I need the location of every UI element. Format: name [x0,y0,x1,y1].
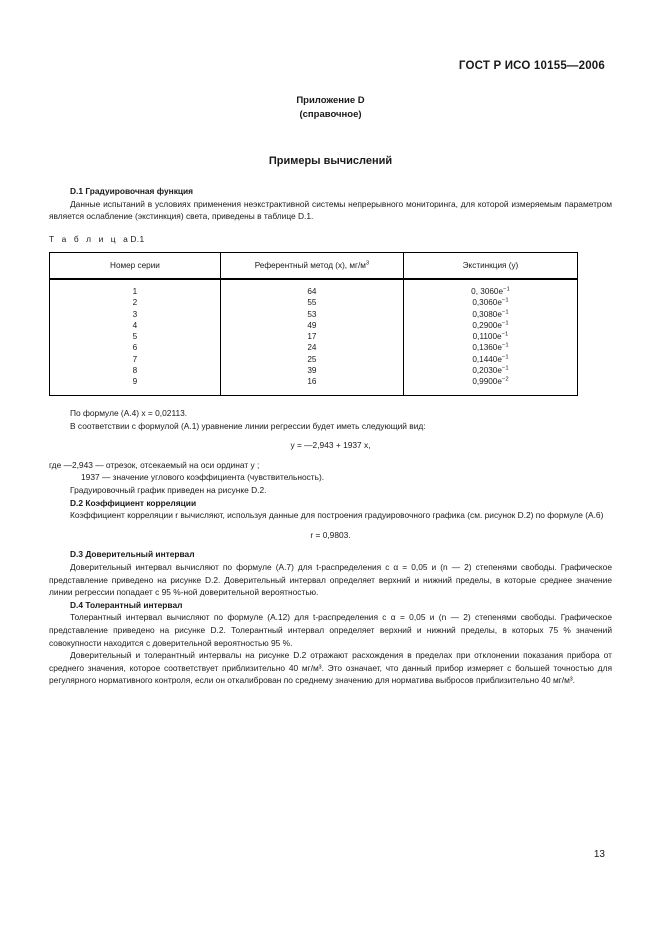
cell-extinction [403,297,577,308]
section-title: Примеры вычислений [268,155,393,167]
where-label: где [49,459,62,470]
cell-series: 3 [50,309,221,320]
heading-d1: D.1 Градуировочная функция [70,186,194,196]
document-body-lower [49,407,612,687]
table-row [50,365,578,376]
cell-extinction-mantissa: 0,3060e [472,298,502,308]
table-header-reference-method [220,253,403,280]
paragraph-d2: Коэффициент корреляции r вычисляют, используя данные для построения градуировочного графика (см. рисунок D.2) по формуле (A.6) [70,510,604,521]
cell-extinction [403,279,577,297]
table-body [50,279,578,395]
table-row [50,320,578,331]
cell-extinction-exponent: −1 [503,286,510,293]
cell-extinction [403,365,577,376]
cell-extinction-mantissa: 0,1360e [472,343,502,353]
paragraph-d3: Доверительный интервал вычисляют по формуле (A.7) для t-распределения с α = 0,05 и (n — 2) степенями свободы. Графическое представление приведено на рисунке D.2. Доверительный интервал определяет верхний и нижний пределы, в которые среднее значение линии регрессии попадает с 95 %-ной доверительной вероятностью. [49,561,612,598]
cell-extinction-mantissa: 0,2900e [472,320,502,330]
table-row [50,309,578,320]
cell-reference-method: 39 [220,365,403,376]
cell-extinction [403,354,577,365]
cell-series: 7 [50,354,221,365]
annex-subtitle: (справочное) [299,109,362,120]
heading-d3: D.3 Доверительный интервал [70,549,195,560]
cell-reference-method: 53 [220,309,403,320]
cell-reference-method: 64 [220,279,403,297]
cell-extinction [403,309,577,320]
cell-reference-method: 55 [220,297,403,308]
cell-extinction [403,342,577,353]
calibration-graph-note: Градуировочный график приведен на рисунке D.2. [70,484,267,495]
cell-extinction-exponent: −1 [501,342,509,349]
document-header-standard-ref: ГОСТ Р ИСО 10155—2006 [458,60,605,72]
cell-reference-method: 25 [220,354,403,365]
where-item-2: 1937 — значение углового коэффициента (чувствительность). [81,472,325,483]
regression-formula: y = —2,943 + 1937 x, [290,440,371,451]
cell-extinction-exponent: −2 [501,376,509,383]
table-row [50,279,578,297]
data-table-d1 [49,252,578,396]
cell-extinction-mantissa: 0,3080e [472,309,502,319]
paragraph-d1: Данные испытаний в условиях применения неэкстрактивной системы непрерывного мониторинга, для которой измеряемым параметром является ослабление (экстинкция) света, приведены в таблице D.1. [49,198,612,222]
correlation-coefficient-formula: r = 0,9803. [310,529,351,540]
cell-extinction [403,376,577,395]
cell-series: 1 [50,279,221,297]
regression-intro-line: В соответствии с формулой (A.1) уравнение линии регрессии будет иметь следующий вид: [70,420,426,431]
cell-series: 5 [50,331,221,342]
cell-extinction-mantissa: 0,2030e [472,366,502,376]
table-row [50,297,578,308]
annex-title-block [0,94,661,122]
cell-series: 2 [50,297,221,308]
heading-d4: D.4 Толерантный интервал [70,599,183,610]
table-header-reference-method-superscript: 3 [365,260,370,267]
cell-extinction-exponent: −1 [501,297,509,304]
heading-d2: D.2 Коэффициент корреляции [70,497,197,508]
table-header-reference-method-text: Референтный метод (x), мг/м [254,261,366,270]
cell-extinction-exponent: −1 [501,320,509,327]
cell-reference-method: 24 [220,342,403,353]
cell-extinction-mantissa: 0,9900e [472,377,502,387]
table-header-row [50,253,578,280]
table-header-extinction: Экстинкция (y) [403,253,577,280]
cell-extinction-mantissa: 0,1440e [472,354,502,364]
where-block-line-1 [49,459,612,472]
cell-extinction-exponent: −1 [501,331,509,338]
table-row [50,331,578,342]
cell-extinction [403,331,577,342]
cell-series: 9 [50,376,221,395]
table-header-series: Номер серии [50,253,221,280]
paragraph-d4-2: Доверительный и толерантный интервалы на рисунке D.2 отражают расхождения в пределах при отклонении показания прибора от среднего значения, которое соответствует приблизительно 40 мг/м³. Это означает, что данный прибор измеряет с большей точностью для регулярного нормативного контроля, если он откалиброван по среднему значению для норматива выбросов приблизительно 40 мг/м³. [49,650,612,686]
cell-reference-method: 17 [220,331,403,342]
cell-extinction-exponent: −1 [501,308,509,315]
paragraph-d4-1: Толерантный интервал вычисляют по формуле (A.12) для t-распределения с α = 0,05 и (n — 2) степенями свободы. Графическое представление приведено на рисунке D.2. Толерантный интервал определяет верхний и нижний пределы, в которых 75 % значений совокупности находится с доверительной вероятностью 95 %. [49,612,612,648]
table-row [50,376,578,395]
cell-extinction-exponent: −1 [501,365,509,372]
table-caption [49,234,145,244]
where-item-1: —2,943 — отрезок, отсекаемый на оси ординат y ; [63,459,260,470]
cell-extinction [403,320,577,331]
table-caption-number: D.1 [130,234,145,244]
cell-series: 6 [50,342,221,353]
cell-series: 8 [50,365,221,376]
table-caption-label: Т а б л и ц а [49,234,131,244]
table-row [50,354,578,365]
cell-reference-method: 49 [220,320,403,331]
annex-title: Приложение D [296,95,365,106]
cell-reference-method: 16 [220,376,403,395]
cell-extinction-mantissa: 0, 3060e [471,287,504,296]
document-body [49,185,612,223]
cell-extinction-exponent: −1 [501,354,509,361]
cell-extinction-mantissa: 0,1100e [472,332,502,342]
cell-series: 4 [50,320,221,331]
page-number: 13 [593,849,605,860]
formula-a4-line: По формуле (A.4) x = 0,02113. [70,408,188,418]
table-row [50,342,578,353]
